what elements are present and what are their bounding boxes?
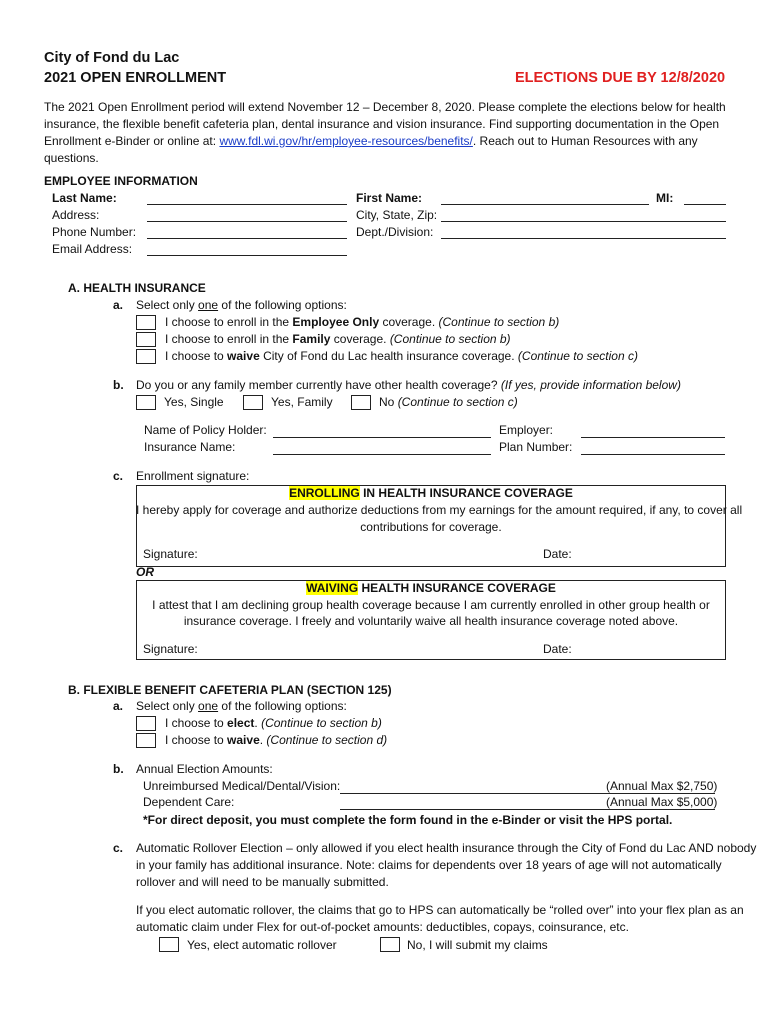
family-checkbox[interactable] [136, 332, 156, 347]
dependent-care-max: (Annual Max $5,000) [606, 795, 718, 809]
insurance-name-field[interactable] [273, 454, 491, 455]
health-a-instruction: Select only one of the following options: [136, 298, 347, 312]
rollover-yes-label: Yes, elect automatic rollover [187, 938, 337, 952]
enrollment-signature-label: Enrollment signature: [136, 469, 250, 483]
employer-field[interactable] [581, 437, 725, 438]
enrolling-text-2: contributions for coverage. [360, 520, 502, 534]
fsa-a-instruction: Select only one of the following options: [136, 699, 347, 713]
yes-single-label: Yes, Single [164, 395, 224, 409]
rollover-text-1: Automatic Rollover Election – only allowed if you elect health insurance through the City of Fond du Lac AND nobody [136, 841, 757, 855]
policy-holder-label: Name of Policy Holder: [144, 423, 267, 437]
enrolling-text-1: I hereby apply for coverage and authorize deductions from my earnings for the amount required, if any, to cover all [136, 503, 743, 517]
fsa-waive-option: I choose to waive. (Continue to section d) [165, 733, 388, 747]
address-label: Address: [52, 208, 100, 222]
employee-heading: EMPLOYEE INFORMATION [44, 174, 198, 188]
email-field[interactable] [147, 255, 347, 256]
other-coverage-question: Do you or any family member currently have other health coverage? (If yes, provide information below) [136, 378, 681, 392]
rollover-no-label: No, I will submit my claims [407, 938, 548, 952]
rollover-text-2: in your family has additional insurance. Note: claims for dependents over 18 years of age will not automatically [136, 858, 722, 872]
last-name-label: Last Name: [52, 191, 117, 205]
fsa-b-label: b. [113, 762, 124, 776]
enrolling-heading: ENROLLING IN HEALTH INSURANCE COVERAGE [289, 486, 573, 500]
dept-label: Dept./Division: [356, 225, 434, 239]
first-name-label: First Name: [356, 191, 423, 205]
fsa-heading: B. FLEXIBLE BENEFIT CAFETERIA PLAN (SECTION 125) [68, 683, 392, 697]
plan-number-label: Plan Number: [499, 440, 573, 454]
last-name-field[interactable] [147, 204, 347, 205]
health-c-label: c. [113, 469, 124, 483]
waiving-text-2: insurance coverage. I freely and voluntarily waive all health insurance coverage noted above. [183, 614, 679, 628]
rollover-text-5: automatic claim under Flex for out-of-pocket amounts: deductibles, copays, coinsurance, etc. [136, 920, 629, 934]
dept-field[interactable] [441, 238, 726, 239]
fsa-elect-option: I choose to elect. (Continue to section b) [165, 716, 382, 730]
enroll-date-label: Date: [543, 547, 572, 561]
family-option: I choose to enroll in the Family coverage. (Continue to section b) [165, 332, 511, 346]
plan-number-field[interactable] [581, 454, 725, 455]
waiving-text-1: I attest that I am declining group health coverage because I am currently enrolled in other group health or [152, 598, 710, 612]
benefits-link[interactable]: www.fdl.wi.gov/hr/employee-resources/benefits/ [219, 134, 473, 148]
dependent-care-field[interactable] [340, 809, 715, 810]
health-heading: A. HEALTH INSURANCE [68, 281, 206, 295]
fsa-waive-checkbox[interactable] [136, 733, 156, 748]
medical-label: Unreimbursed Medical/Dental/Vision: [143, 779, 341, 793]
phone-field[interactable] [147, 238, 347, 239]
phone-label: Phone Number: [52, 225, 137, 239]
fsa-c-label: c. [113, 841, 124, 855]
yes-single-checkbox[interactable] [136, 395, 156, 410]
or-label: OR [136, 565, 154, 579]
employee-only-option: I choose to enroll in the Employee Only coverage. (Continue to section b) [165, 315, 560, 329]
insurance-name-label: Insurance Name: [144, 440, 236, 454]
direct-deposit-note: *For direct deposit, you must complete the form found in the e-Binder or visit the HPS portal. [143, 813, 673, 827]
email-label: Email Address: [52, 242, 133, 256]
rollover-no-checkbox[interactable] [380, 937, 400, 952]
rollover-text-4: If you elect automatic rollover, the claims that go to HPS can automatically be “rolled over” into your flex plan as an [136, 903, 744, 917]
no-other-coverage-checkbox[interactable] [351, 395, 371, 410]
mi-field[interactable] [684, 204, 726, 205]
medical-max: (Annual Max $2,750) [606, 779, 718, 793]
waiving-heading: WAIVING HEALTH INSURANCE COVERAGE [306, 581, 556, 595]
org-name: City of Fond du Lac [44, 50, 180, 66]
address-field[interactable] [147, 221, 347, 222]
intro-paragraph [44, 99, 734, 167]
enroll-signature-label: Signature: [143, 547, 198, 561]
dependent-care-label: Dependent Care: [143, 795, 235, 809]
intro-text-end: . Reach out to Human Resources with any questions. [44, 134, 698, 165]
annual-election-label: Annual Election Amounts: [136, 762, 273, 776]
waive-health-checkbox[interactable] [136, 349, 156, 364]
form-title: 2021 OPEN ENROLLMENT [44, 70, 227, 86]
waive-date-label: Date: [543, 642, 572, 656]
first-name-field[interactable] [441, 204, 649, 205]
mi-label: MI: [656, 191, 674, 205]
yes-family-label: Yes, Family [271, 395, 333, 409]
fsa-elect-checkbox[interactable] [136, 716, 156, 731]
rollover-yes-checkbox[interactable] [159, 937, 179, 952]
intro-text: The 2021 Open Enrollment period will extend November 12 – December 8, 2020. Please complete the elections below for health insurance, the flexible benefit cafeteria plan, dental insurance and vision insurance. Find supporting documentation in the Open Enrollment e-Binder or online at: [44, 100, 726, 148]
employee-only-checkbox[interactable] [136, 315, 156, 330]
medical-amount-field[interactable] [340, 793, 715, 794]
health-a-label: a. [113, 298, 124, 312]
health-b-label: b. [113, 378, 124, 392]
employer-label: Employer: [499, 423, 554, 437]
rollover-text-3: rollover and will need to be manually submitted. [136, 875, 389, 889]
due-date: ELECTIONS DUE BY 12/8/2020 [515, 70, 726, 86]
city-label: City, State, Zip: [356, 208, 438, 222]
waive-signature-label: Signature: [143, 642, 198, 656]
yes-family-checkbox[interactable] [243, 395, 263, 410]
policy-holder-field[interactable] [273, 437, 491, 438]
fsa-a-label: a. [113, 699, 124, 713]
city-field[interactable] [441, 221, 726, 222]
waive-health-option: I choose to waive City of Fond du Lac health insurance coverage. (Continue to section c) [165, 349, 638, 363]
no-other-coverage-label: No (Continue to section c) [379, 395, 518, 409]
